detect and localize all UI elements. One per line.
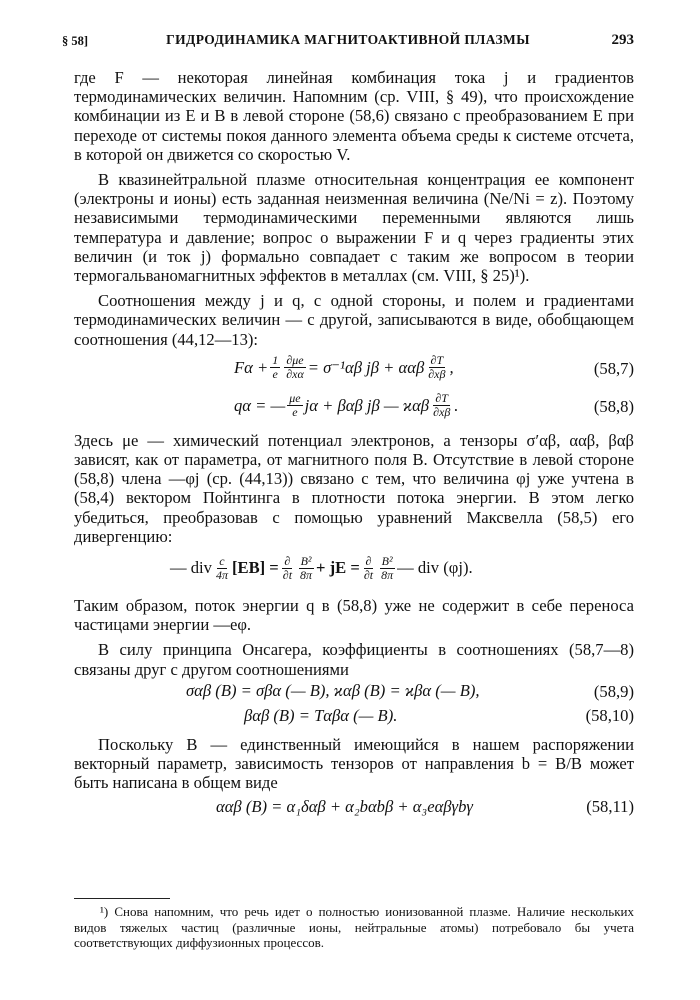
paragraph-5: Таким образом, поток энергии q в (58,8) уже не содержит в себе переноса частицами энергии —eφ. xyxy=(74,596,634,635)
paragraph-4: Здесь μe — химический потенциал электронов, а тензоры σ′αβ, ααβ, βαβ зависят, как от параметра, от магнитного поля B. Отсутствие в левой стороне (58,8) члена —φj (ср. (44,13)) связано с тем, что величина φj уже учтена в (58,4) вектором Пойнтинга в плотности потока энергии. В этом легко убедиться, преобразовав с помощью уравнений Максвелла (58,5) его дивергенцию: xyxy=(74,430,634,546)
paragraph-6: В силу принципа Онсагера, коэффициенты в соотношениях (58,7—8) связаны друг с другом соотношениями xyxy=(74,640,634,679)
eq-58-7-frac-1: $\frac{1}{e}$ xyxy=(272,353,279,382)
eq-58-8-rhs: jα + βαβ jβ — ϰαβ xyxy=(304,395,430,415)
paragraph-3: Соотношения между j и q, с одной стороны, и полем и градиентами термодинамических величин — с другой, записываются в виде, обобщающем соотношения (44,12—13): xyxy=(74,291,634,349)
paragraph-7: Поскольку B — единственный имеющийся в нашем распоряжении векторный параметр, зависимость тензоров от направления b = B/B может быть написана в общем виде xyxy=(74,734,634,793)
eq-58-11-tag: (58,11) xyxy=(586,797,634,817)
eq-58-8-frac-1: $\frac{\mu e}{e}$ xyxy=(289,391,301,420)
section-ref: § 58] xyxy=(62,34,89,48)
page-body xyxy=(74,68,634,822)
equation-divergence: — div $\frac{c}{4\pi}$ [EB] = $\frac{\partial}{\partial t}$ $\frac{\text{B²}}{8\pi}$ + jE = $\frac{\partial}{\partial t}$ $\frac{\text{B²}}{8\pi}$ — div (φj). xyxy=(170,553,473,582)
paragraph-2: В квазинейтральной плазме относительная концентрация ее компонент (электроны и ионы) есть заданная неизменная величина (Ne/Ni = z). Поэтому независимыми термодинамическими переменными являются лишь температура и давление; вопрос о выражении F и q через градиенты этих величин (и ток j) формально совпадает с таким же вопросом в теории термогальваномагнитных эффектов в металлах (см. VIII, § 25)¹). xyxy=(74,170,634,286)
equation-58-11: ααβ (B) = α₁δαβ + α₂bαbβ + α₃eαβγbγ (58,11) xyxy=(216,797,634,817)
eq-58-7-lhs: Fα + xyxy=(234,357,269,377)
eq-58-7-frac-3: $\frac{\partial T}{\partial x\beta}$ xyxy=(428,353,446,382)
equation-58-8: qα = — $\frac{\mu e}{e}$ jα + βαβ jβ — ϰαβ $\frac{\partial T}{\partial x\beta}$ . (58,8) xyxy=(234,391,634,420)
chapter-title: ГИДРОДИНАМИКА МАГНИТОАКТИВНОЙ ПЛАЗМЫ xyxy=(166,32,530,47)
equation-58-7: Fα + $\frac{1}{e}$ $\frac{\partial\mu e}{\partial x\alpha}$ = σ⁻¹αβ jβ + ααβ $\frac{\partial T}{\partial x\beta}$ , (58,7) xyxy=(234,353,634,382)
eq-58-10-tag: (58,10) xyxy=(585,705,634,725)
eq-58-7-frac-2: $\frac{\partial\mu e}{\partial x\alpha}$ xyxy=(286,353,304,382)
eq-58-7-rhs: = σ⁻¹αβ jβ + ααβ xyxy=(307,357,425,377)
equation-58-10: βαβ (B) = Tαβα (— B). (58,10) xyxy=(244,705,634,725)
page-number: 293 xyxy=(611,32,634,48)
paragraph-1: где F — некоторая линейная комбинация тока j и градиентов термодинамических величин. Напомним (ср. VIII, § 49), что происхождение комбинации из E и B в левой стороне (58,6) связано с преобразованием E при переходе от системы покоя данного элемента объема среды к системе отсчета, в которой он движется со скоростью V. xyxy=(74,68,634,164)
equation-58-9: σαβ (B) = σβα (— B), ϰαβ (B) = ϰβα (— B), (58,9) xyxy=(186,680,634,701)
eq-58-7-tag: (58,7) xyxy=(593,358,634,378)
eq-58-9-tag: (58,9) xyxy=(593,681,634,701)
running-header xyxy=(62,30,634,52)
eq-58-8-frac-2: $\frac{\partial T}{\partial x\beta}$ xyxy=(433,391,451,420)
footnote-divider xyxy=(74,898,170,899)
eq-58-8-tag: (58,8) xyxy=(593,396,634,416)
footnote: ¹) Снова напомним, что речь идет о полностью ионизованной плазме. Наличие нескольких видов тяжелых частиц (различные ионы, нейтральные атомы) потребовало бы учета соответствующих диффузионных процессов. xyxy=(74,904,634,950)
eq-58-8-lhs: qα = — xyxy=(234,395,286,415)
